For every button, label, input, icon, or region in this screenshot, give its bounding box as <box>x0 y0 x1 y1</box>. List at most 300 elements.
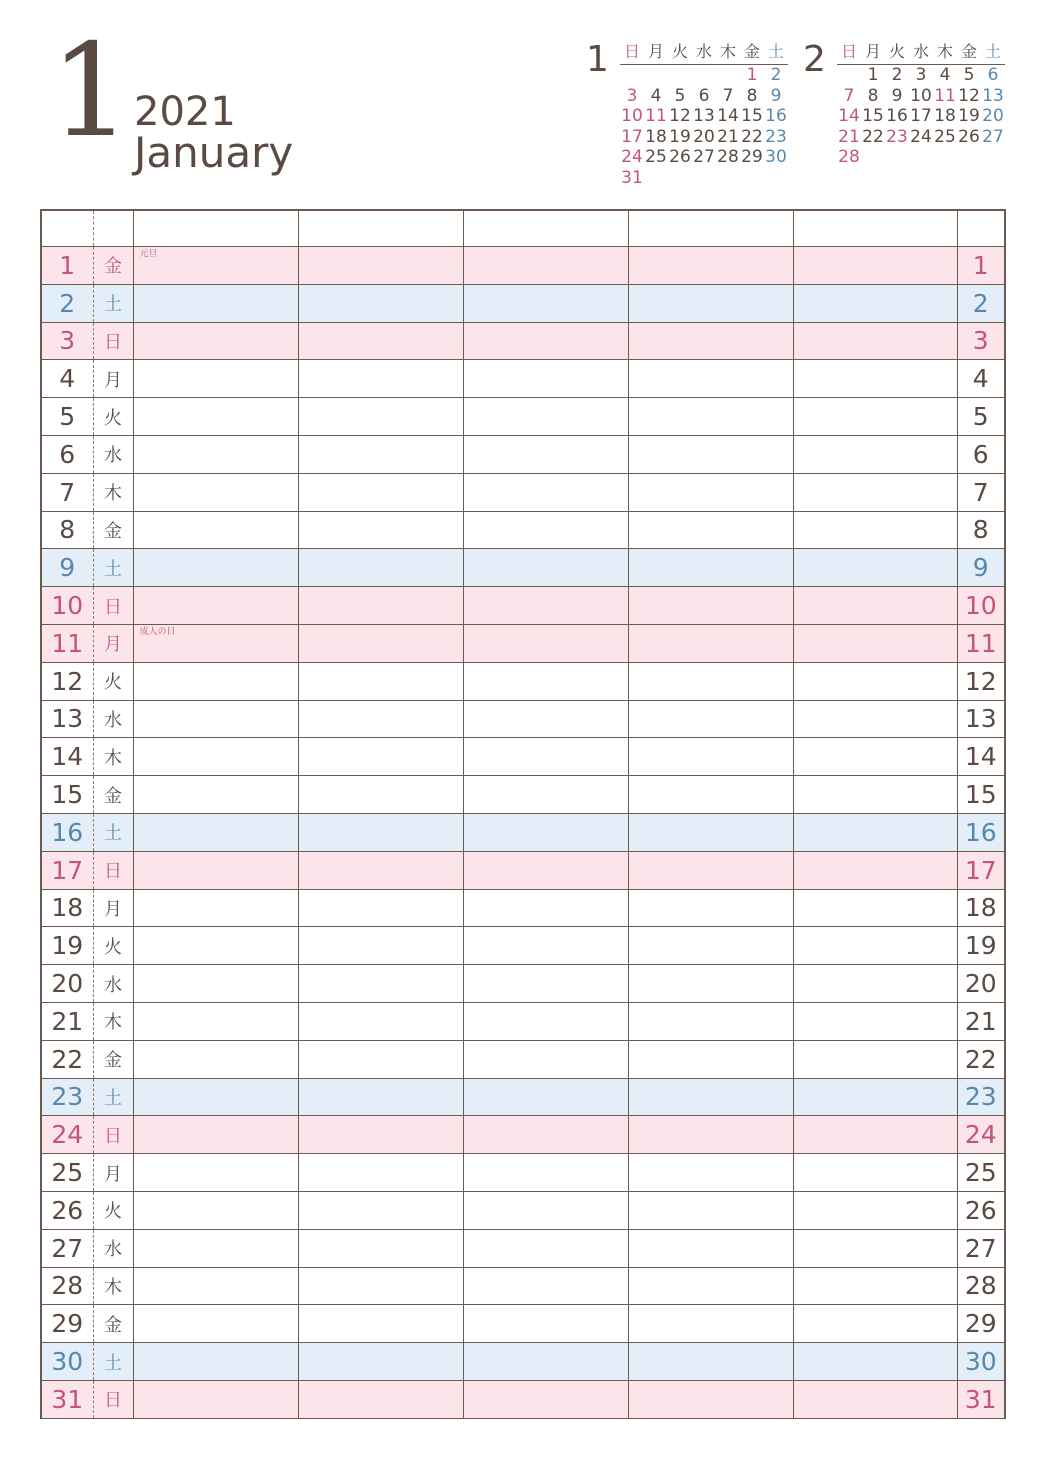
day-number: 1 <box>42 247 93 285</box>
schedule-cell[interactable] <box>628 549 793 587</box>
day-row <box>42 473 1004 511</box>
schedule-cell[interactable] <box>133 587 298 625</box>
schedule-cell[interactable] <box>793 889 957 927</box>
day-row <box>42 1040 1004 1078</box>
schedule-cell[interactable] <box>793 247 957 285</box>
schedule-cell[interactable] <box>133 473 298 511</box>
member-column-5[interactable] <box>793 211 957 247</box>
schedule-cell[interactable] <box>133 851 298 889</box>
schedule-cell[interactable] <box>133 738 298 776</box>
day-row <box>42 851 1004 889</box>
mini-day: 28 <box>838 147 860 167</box>
day-number-right: 21 <box>957 1002 1004 1040</box>
schedule-cell[interactable] <box>463 700 628 738</box>
schedule-cell[interactable] <box>463 511 628 549</box>
schedule-cell[interactable] <box>463 1078 628 1116</box>
weekday-label: 木 <box>93 1002 133 1040</box>
mini-day <box>668 168 692 189</box>
day-number-right: 9 <box>957 549 1004 587</box>
schedule-cell[interactable] <box>793 851 957 889</box>
schedule-cell[interactable] <box>298 738 463 776</box>
mini-day: 27 <box>693 147 715 167</box>
mini-day: 17 <box>910 106 932 126</box>
holiday-name: 元旦 <box>139 249 158 259</box>
schedule-cell[interactable] <box>628 776 793 814</box>
schedule-cell[interactable] <box>133 435 298 473</box>
schedule-cell[interactable] <box>133 511 298 549</box>
schedule-cell[interactable] <box>793 1040 957 1078</box>
mini-weekday-label: 月 <box>647 42 664 61</box>
day-number-right: 6 <box>957 435 1004 473</box>
mini-day: 9 <box>891 85 903 106</box>
schedule-cell[interactable] <box>628 1380 793 1417</box>
mini-weekday-label: 日 <box>840 42 857 61</box>
schedule-cell[interactable] <box>628 1267 793 1305</box>
mini-day <box>933 147 957 168</box>
weekday-label: 火 <box>93 662 133 700</box>
schedule-cell[interactable] <box>133 247 298 285</box>
schedule-cell[interactable] <box>793 322 957 360</box>
schedule-cell[interactable] <box>133 1154 298 1192</box>
schedule-cell[interactable] <box>133 322 298 360</box>
day-number: 29 <box>42 1305 93 1343</box>
schedule-cell[interactable] <box>298 1040 463 1078</box>
member-column-1[interactable] <box>133 211 298 247</box>
day-number: 23 <box>42 1078 93 1116</box>
day-number: 15 <box>42 776 93 814</box>
schedule-cell[interactable] <box>298 360 463 398</box>
schedule-cell[interactable] <box>628 1229 793 1267</box>
schedule-cell[interactable] <box>133 965 298 1003</box>
mini-day <box>885 147 909 168</box>
schedule-cell[interactable] <box>793 927 957 965</box>
schedule-cell[interactable] <box>298 662 463 700</box>
mini-month-number: 1 <box>586 39 609 80</box>
schedule-cell[interactable] <box>463 360 628 398</box>
schedule-cell[interactable] <box>133 1002 298 1040</box>
mini-weekday-label: 日 <box>623 42 640 61</box>
weekday-label: 木 <box>93 1267 133 1305</box>
weekday-label: 金 <box>93 247 133 285</box>
schedule-cell[interactable] <box>463 738 628 776</box>
schedule-cell[interactable] <box>298 473 463 511</box>
mini-day: 23 <box>886 126 908 147</box>
day-number-right: 5 <box>957 398 1004 436</box>
schedule-cell[interactable] <box>298 927 463 965</box>
day-number: 19 <box>42 927 93 965</box>
schedule-cell[interactable] <box>463 889 628 927</box>
schedule-cell[interactable] <box>628 435 793 473</box>
schedule-cell[interactable] <box>463 1116 628 1154</box>
mini-day <box>764 168 788 189</box>
day-number-right: 8 <box>957 511 1004 549</box>
schedule-cell[interactable] <box>793 1002 957 1040</box>
schedule-cell[interactable] <box>793 1343 957 1381</box>
mini-day: 17 <box>621 126 643 147</box>
weekday-label: 土 <box>93 1078 133 1116</box>
schedule-cell[interactable] <box>463 473 628 511</box>
schedule-cell[interactable] <box>463 247 628 285</box>
day-number: 20 <box>42 965 93 1003</box>
schedule-cell[interactable] <box>793 662 957 700</box>
schedule-cell[interactable] <box>628 1343 793 1381</box>
schedule-cell[interactable] <box>133 398 298 436</box>
schedule-cell[interactable] <box>628 1191 793 1229</box>
mini-day <box>981 147 1005 168</box>
schedule-cell[interactable] <box>463 1154 628 1192</box>
schedule-cell[interactable] <box>793 624 957 662</box>
day-number: 6 <box>42 435 93 473</box>
mini-weekday-label: 木 <box>936 42 953 61</box>
schedule-cell[interactable] <box>463 398 628 436</box>
mini-weekday-label: 火 <box>888 42 905 61</box>
mini-day: 11 <box>934 85 956 106</box>
schedule-cell[interactable] <box>298 965 463 1003</box>
schedule-cell[interactable] <box>793 1191 957 1229</box>
mini-day: 26 <box>669 147 691 167</box>
schedule-cell[interactable] <box>298 1380 463 1417</box>
weekday-label: 土 <box>93 1343 133 1381</box>
weekday-label: 水 <box>93 965 133 1003</box>
day-row <box>42 700 1004 738</box>
schedule-cell[interactable] <box>298 322 463 360</box>
schedule-cell[interactable] <box>463 435 628 473</box>
schedule-cell[interactable] <box>463 776 628 814</box>
schedule-cell[interactable] <box>793 738 957 776</box>
schedule-cell[interactable] <box>298 624 463 662</box>
schedule-cell[interactable] <box>133 776 298 814</box>
mini-day <box>620 65 644 86</box>
schedule-cell[interactable] <box>133 813 298 851</box>
mini-day: 22 <box>741 126 763 147</box>
weekday-label: 金 <box>93 511 133 549</box>
schedule-cell[interactable] <box>133 549 298 587</box>
day-row <box>42 360 1004 398</box>
weekday-label: 金 <box>93 1040 133 1078</box>
schedule-cell[interactable] <box>463 284 628 322</box>
day-row <box>42 776 1004 814</box>
schedule-cell[interactable] <box>298 1191 463 1229</box>
schedule-cell[interactable] <box>298 549 463 587</box>
schedule-cell[interactable] <box>628 1078 793 1116</box>
mini-day: 19 <box>958 106 980 126</box>
schedule-cell[interactable] <box>298 435 463 473</box>
schedule-cell[interactable] <box>793 511 957 549</box>
schedule-cell[interactable] <box>628 247 793 285</box>
mini-weekday-label: 木 <box>719 42 736 61</box>
day-number-right: 17 <box>957 851 1004 889</box>
schedule-cell[interactable] <box>133 662 298 700</box>
day-number: 11 <box>42 624 93 662</box>
mini-day: 24 <box>910 126 932 147</box>
day-number-right: 23 <box>957 1078 1004 1116</box>
schedule-cell[interactable] <box>463 1229 628 1267</box>
schedule-cell[interactable] <box>463 624 628 662</box>
day-number: 13 <box>42 700 93 738</box>
schedule-cell[interactable] <box>793 398 957 436</box>
mini-day: 13 <box>693 106 715 126</box>
schedule-cell[interactable] <box>298 1154 463 1192</box>
member-column-2[interactable] <box>298 211 463 247</box>
schedule-cell[interactable] <box>628 1305 793 1343</box>
day-row <box>42 624 1004 662</box>
schedule-cell[interactable] <box>463 813 628 851</box>
day-row <box>42 435 1004 473</box>
schedule-cell[interactable] <box>628 322 793 360</box>
schedule-cell[interactable] <box>298 776 463 814</box>
schedule-cell[interactable] <box>463 549 628 587</box>
mini-month-number: 2 <box>803 39 826 80</box>
schedule-cell[interactable] <box>463 1002 628 1040</box>
day-row <box>42 738 1004 776</box>
schedule-cell[interactable] <box>628 511 793 549</box>
day-number-right: 25 <box>957 1154 1004 1192</box>
schedule-cell[interactable] <box>628 927 793 965</box>
schedule-cell[interactable] <box>463 1267 628 1305</box>
mini-day: 1 <box>867 65 879 85</box>
schedule-cell[interactable] <box>793 965 957 1003</box>
day-number: 28 <box>42 1267 93 1305</box>
schedule-cell[interactable] <box>133 1229 298 1267</box>
schedule-cell[interactable] <box>628 851 793 889</box>
day-number: 8 <box>42 511 93 549</box>
mini-day: 25 <box>934 126 956 147</box>
schedule-cell[interactable] <box>298 587 463 625</box>
mini-day: 2 <box>891 65 903 85</box>
schedule-cell[interactable] <box>463 927 628 965</box>
day-number-right: 2 <box>957 284 1004 322</box>
mini-day <box>716 168 740 189</box>
year-label: 2021 <box>134 89 236 135</box>
schedule-cell[interactable] <box>463 1040 628 1078</box>
schedule-cell[interactable] <box>793 360 957 398</box>
schedule-cell[interactable] <box>628 889 793 927</box>
member-column-4[interactable] <box>628 211 793 247</box>
day-number: 17 <box>42 851 93 889</box>
header-cell <box>42 211 93 247</box>
schedule-cell[interactable] <box>133 1305 298 1343</box>
schedule-cell[interactable] <box>793 473 957 511</box>
mini-day <box>837 65 861 86</box>
schedule-cell[interactable] <box>298 247 463 285</box>
schedule-cell[interactable] <box>628 398 793 436</box>
mini-day: 4 <box>939 65 951 85</box>
schedule-cell[interactable] <box>463 322 628 360</box>
schedule-cell[interactable] <box>463 662 628 700</box>
mini-day: 29 <box>741 147 763 167</box>
schedule-cell[interactable] <box>628 284 793 322</box>
mini-day: 7 <box>722 85 734 106</box>
mini-day: 8 <box>746 85 758 106</box>
month-number: 1 <box>50 17 128 166</box>
mini-weekday-label: 水 <box>912 42 929 61</box>
weekday-label: 日 <box>93 587 133 625</box>
schedule-cell[interactable] <box>793 1116 957 1154</box>
mini-day: 9 <box>770 85 782 106</box>
day-row <box>42 965 1004 1003</box>
schedule-cell[interactable] <box>298 1229 463 1267</box>
day-row <box>42 927 1004 965</box>
schedule-cell[interactable] <box>793 587 957 625</box>
schedule-cell[interactable] <box>463 1343 628 1381</box>
schedule-cell[interactable] <box>133 624 298 662</box>
member-column-3[interactable] <box>463 211 628 247</box>
schedule-cell[interactable] <box>793 1305 957 1343</box>
mini-day: 6 <box>987 65 999 85</box>
day-row <box>42 889 1004 927</box>
day-row <box>42 549 1004 587</box>
schedule-cell[interactable] <box>793 1154 957 1192</box>
schedule-cell[interactable] <box>628 587 793 625</box>
mini-day: 21 <box>717 126 739 147</box>
schedule-cell[interactable] <box>298 813 463 851</box>
schedule-cell[interactable] <box>463 1380 628 1417</box>
schedule-cell[interactable] <box>298 1267 463 1305</box>
schedule-cell[interactable] <box>628 1040 793 1078</box>
mini-day: 8 <box>867 85 879 106</box>
schedule-cell[interactable] <box>463 587 628 625</box>
schedule-cell[interactable] <box>628 473 793 511</box>
day-number-right: 3 <box>957 322 1004 360</box>
day-number: 30 <box>42 1343 93 1381</box>
mini-day <box>909 147 933 168</box>
schedule-cell[interactable] <box>298 1116 463 1154</box>
schedule-cell[interactable] <box>133 1267 298 1305</box>
weekday-label: 月 <box>93 1154 133 1192</box>
mini-day <box>644 168 668 189</box>
mini-day <box>692 65 716 86</box>
mini-weekday-label: 土 <box>767 42 784 61</box>
schedule-cell[interactable] <box>793 284 957 322</box>
mini-day: 16 <box>765 106 787 126</box>
schedule-cell[interactable] <box>463 1305 628 1343</box>
schedule-cell[interactable] <box>298 700 463 738</box>
mini-day: 15 <box>862 106 884 126</box>
schedule-cell[interactable] <box>298 889 463 927</box>
mini-day: 23 <box>765 126 787 147</box>
schedule-cell[interactable] <box>793 1229 957 1267</box>
schedule-cell[interactable] <box>133 1078 298 1116</box>
mini-day <box>740 168 764 189</box>
day-row <box>42 1154 1004 1192</box>
schedule-cell[interactable] <box>298 851 463 889</box>
schedule-cell[interactable] <box>628 1116 793 1154</box>
schedule-cell[interactable] <box>628 813 793 851</box>
mini-day <box>668 65 692 86</box>
schedule-cell[interactable] <box>133 360 298 398</box>
day-number-right: 11 <box>957 624 1004 662</box>
schedule-cell[interactable] <box>628 700 793 738</box>
weekday-label: 水 <box>93 435 133 473</box>
day-number: 9 <box>42 549 93 587</box>
schedule-cell[interactable] <box>628 965 793 1003</box>
schedule-cell[interactable] <box>133 927 298 965</box>
schedule-cell[interactable] <box>628 1002 793 1040</box>
weekday-label: 土 <box>93 284 133 322</box>
holiday-name: 成人の日 <box>139 626 176 637</box>
schedule-cell[interactable] <box>793 1078 957 1116</box>
mini-day: 28 <box>717 147 739 167</box>
day-number: 2 <box>42 284 93 322</box>
day-row <box>42 1116 1004 1154</box>
day-number: 22 <box>42 1040 93 1078</box>
schedule-cell[interactable] <box>793 1380 957 1417</box>
schedule-cell[interactable] <box>298 284 463 322</box>
schedule-cell[interactable] <box>133 284 298 322</box>
schedule-cell[interactable] <box>793 813 957 851</box>
mini-day: 18 <box>934 106 956 126</box>
mini-day: 24 <box>621 147 643 167</box>
day-number: 25 <box>42 1154 93 1192</box>
month-name: January <box>134 128 294 177</box>
day-number-right: 13 <box>957 700 1004 738</box>
schedule-cell[interactable] <box>628 360 793 398</box>
day-number-right: 31 <box>957 1380 1004 1417</box>
schedule-cell[interactable] <box>793 549 957 587</box>
schedule-cell[interactable] <box>463 1191 628 1229</box>
mini-day: 20 <box>982 106 1004 126</box>
header-cell <box>957 211 1004 247</box>
mini-day: 5 <box>963 65 975 85</box>
schedule-cell[interactable] <box>628 662 793 700</box>
mini-day: 3 <box>626 85 638 106</box>
schedule-cell[interactable] <box>298 1002 463 1040</box>
schedule-cell[interactable] <box>298 1343 463 1381</box>
day-number: 5 <box>42 398 93 436</box>
mini-day: 4 <box>650 85 662 106</box>
schedule-cell[interactable] <box>628 624 793 662</box>
schedule-cell[interactable] <box>298 511 463 549</box>
mini-day: 15 <box>741 106 763 126</box>
day-row <box>42 1229 1004 1267</box>
mini-day: 26 <box>958 126 980 147</box>
schedule-cell[interactable] <box>463 851 628 889</box>
day-row <box>42 322 1004 360</box>
schedule-cell[interactable] <box>793 776 957 814</box>
day-row <box>42 587 1004 625</box>
schedule-cell[interactable] <box>298 398 463 436</box>
weekday-label: 木 <box>93 473 133 511</box>
schedule-cell[interactable] <box>628 738 793 776</box>
schedule-cell[interactable] <box>133 1191 298 1229</box>
schedule-cell[interactable] <box>133 1380 298 1417</box>
day-number: 27 <box>42 1229 93 1267</box>
schedule-cell[interactable] <box>133 700 298 738</box>
day-number-right: 18 <box>957 889 1004 927</box>
mini-day: 25 <box>645 147 667 167</box>
schedule-cell[interactable] <box>133 889 298 927</box>
schedule-cell[interactable] <box>793 700 957 738</box>
schedule-cell[interactable] <box>793 435 957 473</box>
table-header-row <box>42 211 1004 247</box>
mini-day: 27 <box>982 126 1004 147</box>
day-number-right: 22 <box>957 1040 1004 1078</box>
weekday-label: 金 <box>93 776 133 814</box>
day-number: 4 <box>42 360 93 398</box>
weekday-label: 月 <box>93 360 133 398</box>
schedule-cell[interactable] <box>133 1040 298 1078</box>
schedule-cell[interactable] <box>133 1343 298 1381</box>
schedule-cell[interactable] <box>133 1116 298 1154</box>
schedule-cell[interactable] <box>463 965 628 1003</box>
schedule-cell[interactable] <box>793 1267 957 1305</box>
mini-day: 14 <box>717 106 739 126</box>
weekday-label: 木 <box>93 738 133 776</box>
schedule-cell[interactable] <box>298 1305 463 1343</box>
schedule-cell[interactable] <box>298 1078 463 1116</box>
mini-day: 13 <box>982 85 1004 106</box>
schedule-cell[interactable] <box>628 1154 793 1192</box>
